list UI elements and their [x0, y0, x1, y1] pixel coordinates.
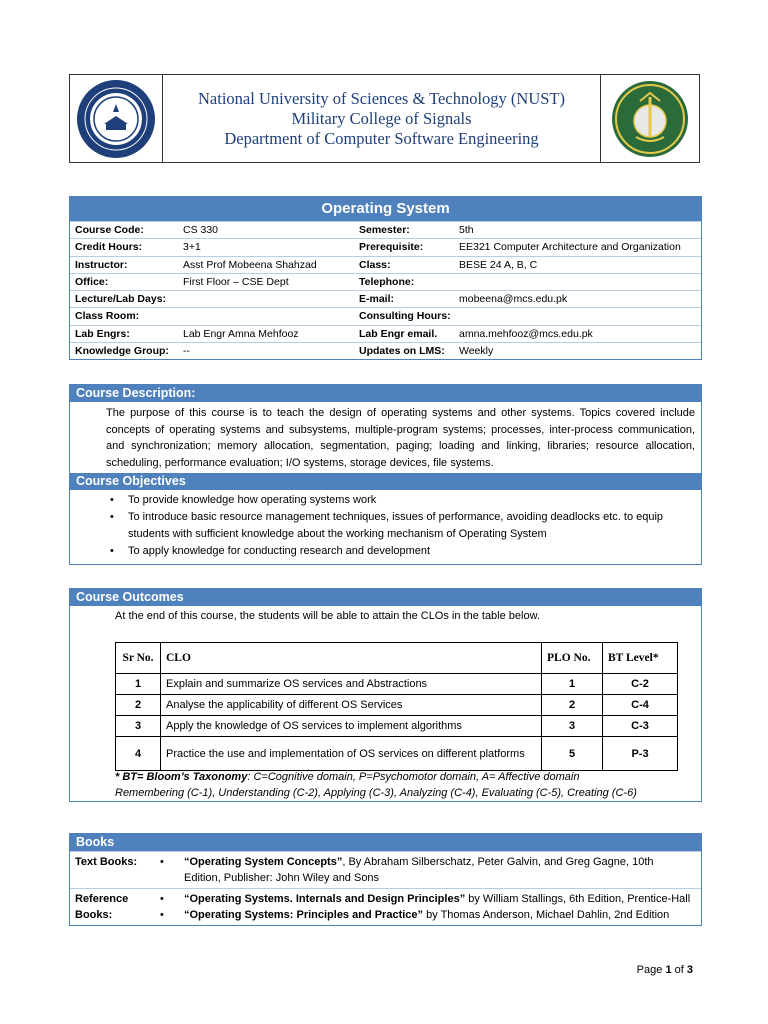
info-row: [70, 290, 701, 307]
clo-sr: 1: [116, 674, 161, 695]
info-value: [459, 308, 701, 324]
outcomes-intro: At the end of this course, the students will be able to attain the CLOs in the table below.: [115, 610, 540, 622]
course-info-rows: [70, 221, 701, 359]
mcs-logo-cell: [600, 75, 699, 162]
info-label: Lab Engr email.: [359, 327, 438, 340]
clo-text: Apply the knowledge of OS services to implement algorithms: [161, 716, 542, 737]
clo-plo: 1: [542, 674, 603, 695]
info-label: Consulting Hours:: [359, 310, 451, 323]
col-bt: BT Level*: [603, 643, 678, 674]
reference-books-list: [150, 889, 701, 925]
info-label: Prerequisite:: [359, 241, 424, 254]
course-title: Operating System: [70, 197, 701, 221]
book-title: “Operating Systems: Principles and Practice”: [184, 909, 424, 921]
clo-rows: [116, 674, 678, 771]
clo-sr: 4: [116, 737, 161, 771]
info-value: [183, 308, 359, 324]
info-value: Asst Prof Mobeena Shahzad: [183, 258, 317, 271]
info-row: [70, 342, 701, 359]
info-label: Instructor:: [75, 258, 128, 271]
reference-books-row: [70, 888, 701, 925]
book-title: “Operating Systems. Internals and Design Principles”: [184, 893, 466, 905]
objectives-list: [70, 490, 701, 564]
info-row: [70, 273, 701, 290]
info-label: Telephone:: [359, 275, 415, 288]
text-books-row: [70, 851, 701, 888]
clo-sr: 3: [116, 716, 161, 737]
total-pages: 3: [686, 964, 693, 976]
nust-logo-cell: [70, 75, 163, 162]
description-heading: Course Description:: [70, 385, 701, 402]
university-name: National University of Sciences & Technology (NUST): [198, 88, 565, 108]
info-label: E-mail:: [359, 293, 395, 306]
reference-books-label: Reference Books:: [75, 893, 129, 921]
college-name: Military College of Signals: [291, 108, 472, 128]
clo-row: [116, 716, 678, 737]
clo-row: [116, 674, 678, 695]
info-value: [183, 291, 359, 307]
info-label: Lab Engrs:: [75, 327, 130, 340]
info-row: [70, 221, 701, 238]
course-outcomes-section: [69, 588, 702, 802]
nust-logo-icon: [75, 78, 157, 160]
clo-bt: P-3: [603, 737, 678, 771]
info-value: --: [183, 345, 190, 358]
clo-bt: C-3: [603, 716, 678, 737]
bloom-note: [115, 769, 637, 801]
book-details: , By Abraham Silberschatz, Peter Galvin, and Greg Gagne, 10th Edition, Publisher: John Wiley and Sons: [184, 856, 654, 884]
clo-bt: C-2: [603, 674, 678, 695]
book-details: by William Stallings, 6th Edition, Prentice-Hall: [465, 893, 691, 905]
page-number: [637, 964, 693, 976]
clo-table: [115, 642, 678, 771]
header-text: [163, 75, 600, 162]
book-title: “Operating System Concepts”: [184, 856, 343, 868]
col-clo: CLO: [161, 643, 542, 674]
clo-text: Practice the use and implementation of OS services on different platforms: [161, 737, 542, 771]
course-info-table: [69, 196, 702, 360]
info-value: mobeena@mcs.edu.pk: [459, 293, 568, 306]
info-value: CS 330: [183, 224, 219, 236]
book-item: [150, 891, 693, 907]
objective-item: • To provide knowledge how operating systems work: [70, 492, 695, 509]
info-value: amna.mehfooz@mcs.edu.pk: [459, 327, 593, 340]
course-description-section: [69, 384, 702, 565]
clo-plo: 2: [542, 695, 603, 716]
info-label: Credit Hours:: [75, 241, 143, 254]
clo-text: Explain and summarize OS services and Abstractions: [161, 674, 542, 695]
info-value: EE321 Computer Architecture and Organization: [459, 241, 681, 254]
objectives-heading: Course Objectives: [70, 473, 701, 490]
col-sr: Sr No.: [116, 643, 161, 674]
objective-item: • To introduce basic resource management techniques, issues of performance, avoiding deadlocks etc. to equip students with sufficient knowledge about the working mechanism of Operating System: [70, 509, 695, 543]
info-label: Office:: [75, 275, 109, 288]
bloom-note-bold: * BT= Bloom’s Taxonomy: [115, 771, 248, 783]
info-value: First Floor – CSE Dept: [183, 275, 289, 288]
info-label: Course Code:: [75, 224, 144, 236]
clo-text: Analyse the applicability of different OS Services: [161, 695, 542, 716]
book-item: [150, 854, 693, 886]
clo-row: [116, 695, 678, 716]
info-label: Lecture/Lab Days:: [75, 293, 167, 306]
info-row: [70, 325, 701, 342]
info-value: [459, 274, 701, 290]
info-row: [70, 307, 701, 324]
col-plo: PLO No.: [542, 643, 603, 674]
info-value: Lab Engr Amna Mehfooz: [183, 327, 299, 340]
info-value: BESE 24 A, B, C: [459, 258, 538, 271]
info-value: 3+1: [183, 241, 201, 254]
info-label: Knowledge Group:: [75, 345, 169, 358]
page-label: Page: [636, 964, 663, 976]
current-page: 1: [665, 964, 672, 976]
objective-item: • To apply knowledge for conducting research and development: [70, 543, 695, 560]
info-value: 5th: [459, 224, 474, 236]
clo-plo: 5: [542, 737, 603, 771]
page-of: of: [674, 964, 684, 976]
bloom-levels: Remembering (C-1), Understanding (C-2), Applying (C-3), Analyzing (C-4), Evaluating (C-5), Creating (C-6): [115, 787, 637, 799]
book-details: by Thomas Anderson, Michael Dahlin, 2nd Edition: [423, 909, 670, 921]
clo-bt: C-4: [603, 695, 678, 716]
info-row: [70, 238, 701, 255]
info-label: Class Room:: [75, 310, 140, 323]
department-name: Department of Computer Software Engineering: [224, 128, 539, 148]
text-books-list: [150, 852, 701, 888]
info-row: [70, 256, 701, 273]
mcs-logo-icon: [610, 79, 690, 159]
clo-sr: 2: [116, 695, 161, 716]
description-text: The purpose of this course is to teach the design of operating systems and other systems. Topics covered include concepts of operating systems and subsystems, multiple-program systems; processes, inter-process communication, and synchronization; memory allocation, segmentation, paging; loading and linking, libraries; resource allocation, scheduling, performance evaluation; I/O systems, storage devices, file systems.: [106, 407, 695, 469]
clo-row: [116, 737, 678, 771]
info-label: Updates on LMS:: [359, 345, 445, 358]
clo-header-row: [116, 643, 678, 674]
book-item: [150, 907, 693, 923]
clo-plo: 3: [542, 716, 603, 737]
info-value: Weekly: [459, 345, 494, 358]
info-label: Class:: [359, 258, 391, 271]
text-books-label: Text Books:: [75, 856, 138, 868]
books-heading: Books: [70, 834, 701, 851]
books-section: [69, 833, 702, 926]
outcomes-heading: Course Outcomes: [70, 589, 701, 606]
info-label: Semester:: [359, 224, 410, 236]
institution-header: [69, 74, 700, 163]
bloom-note-rest: : C=Cognitive domain, P=Psychomotor domain, A= Affective domain: [247, 771, 580, 783]
